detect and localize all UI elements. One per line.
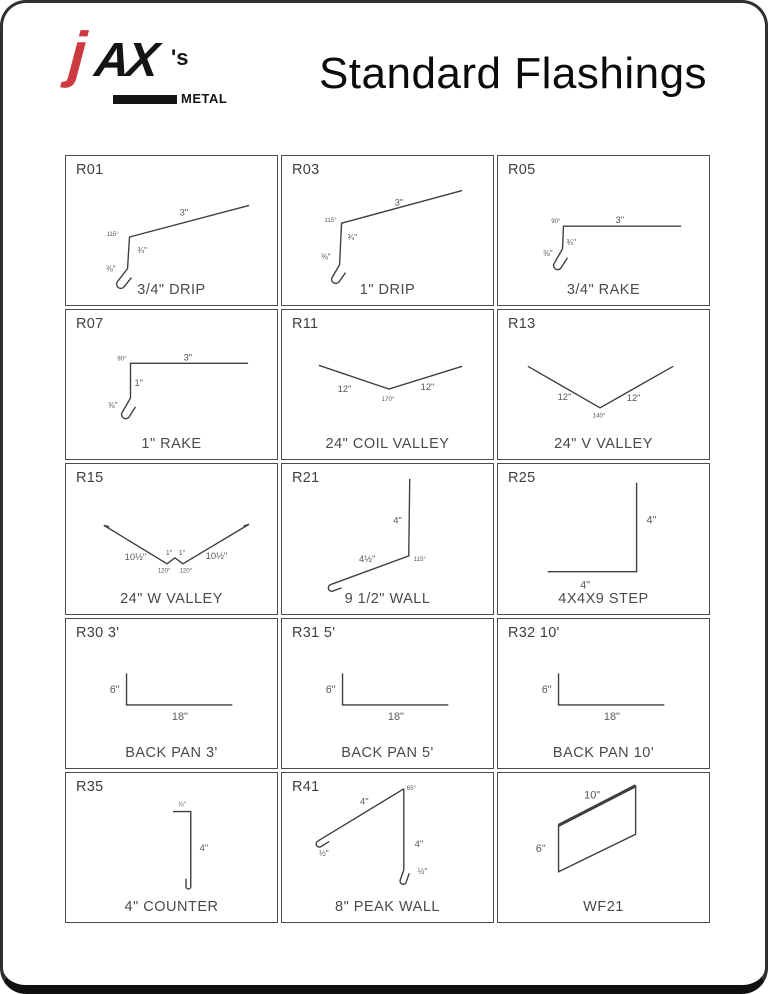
dim-label: 1" [134,378,143,389]
item-code: R31 5' [292,624,336,641]
dim-label: 6" [541,683,552,696]
cell-r07 [65,309,278,460]
item-code: R11 [292,316,319,333]
cell-r05 [497,155,710,306]
dim-label: 3" [615,215,625,226]
item-caption: 24" V VALLEY [554,436,653,453]
angle-label: 115° [106,231,119,239]
dim-label: 4" [393,515,402,526]
angle-label: 65° [406,784,417,792]
item-code: R05 [508,162,536,178]
cell-r31 [281,618,494,769]
cell-r35 [65,772,278,923]
item-caption: 24" W VALLEY [120,590,223,607]
angle-label: 90° [117,355,127,363]
dim-label: 4" [199,842,209,853]
item-code: R03 [292,162,320,178]
angle-label: 140° [592,412,606,420]
dim-label: 4" [360,796,369,807]
dim-label: 6" [109,683,120,696]
cell-r11 [281,309,494,460]
item-caption: 24" COIL VALLEY [325,436,450,453]
logo-apostrophe-s: 's [171,45,189,70]
dim-label: 4" [580,579,591,592]
item-caption: 3/4" DRIP [137,282,206,299]
cell-r21 [281,463,494,614]
item-caption: 9 1/2" WALL [344,590,431,607]
angle-label: 90° [551,218,561,226]
dim-label: 3" [179,207,189,218]
item-code: R13 [508,316,536,333]
dim-label: ¾" [347,232,358,242]
dim-label: 12" [626,393,641,404]
item-code: R21 [292,470,320,487]
logo-letters-ax: AX [92,34,159,87]
page-title: Standard Flashings [318,49,708,98]
dim-label: 12" [420,382,435,393]
jaxs-metal-logo [55,20,235,123]
angle-label: 115° [413,556,426,564]
item-code: R25 [508,470,536,487]
dim-label: ⅜" [321,252,331,262]
item-caption: 3/4" RAKE [566,282,641,299]
item-caption: BACK PAN 3' [125,744,218,761]
angle-label: 170° [381,396,395,404]
cell-r30 [65,618,278,769]
dim-label: 4" [414,838,424,849]
cell-r32 [497,618,710,769]
dim-label: 10" [584,789,601,802]
dim-label: 10½" [124,552,147,563]
dim-label: ¾" [137,245,148,255]
angle-label: 120° [157,568,171,576]
dim-label: 3" [183,352,193,363]
item-caption: 1" DRIP [359,282,416,299]
item-code: R32 10' [508,624,560,641]
dim-label: ½" [417,866,428,876]
cell-r15 [65,463,278,614]
dim-label: 10½" [205,551,228,562]
flashings-grid [65,155,710,923]
dim-label: 3" [394,197,404,208]
item-caption: 8" PEAK WALL [335,898,440,915]
item-caption: 4X4X9 STEP [558,590,649,607]
item-caption: 4" COUNTER [124,898,219,915]
dim-label: 12" [557,392,572,403]
dim-label: 1" [165,550,173,558]
cell-r01 [65,155,278,306]
dim-label: 6" [325,683,336,696]
cell-r25 [497,463,710,614]
item-code: R41 [292,778,320,795]
item-code: R07 [76,316,104,333]
item-caption: BACK PAN 10' [552,744,655,761]
item-code: R35 [76,778,104,795]
item-code: R01 [76,162,104,178]
item-code: R15 [76,470,104,487]
cell-r13 [497,309,710,460]
dim-label: ⅜" [106,264,116,274]
dim-label: 18" [171,710,188,723]
angle-label: 120° [179,568,193,576]
dim-label: 12" [337,384,352,395]
logo-letter-j: j [66,20,89,89]
dim-label: 4½" [359,554,376,565]
dim-label: ⅜" [108,401,118,411]
dim-label: ⅜" [542,248,553,258]
item-caption: WF21 [583,898,624,915]
dim-label: 1" [178,550,186,558]
cell-r03 [281,155,494,306]
cell-wf21 [497,772,710,923]
dim-label: 18" [603,710,620,723]
dim-label: 6" [535,842,546,855]
logo-underline-bar [113,95,177,104]
item-caption: BACK PAN 5' [341,744,434,761]
cell-r41 [281,772,494,923]
item-code: R30 3' [76,624,120,641]
dim-label: ½" [318,848,329,858]
logo-metal-text: METAL [181,91,228,106]
dim-label: 4" [646,514,657,527]
angle-label: 115° [324,217,337,225]
dim-label: ⅞" [177,801,186,809]
dim-label: 18" [387,710,404,723]
item-caption: 1" RAKE [141,436,202,453]
dim-label: ¾" [566,237,577,247]
